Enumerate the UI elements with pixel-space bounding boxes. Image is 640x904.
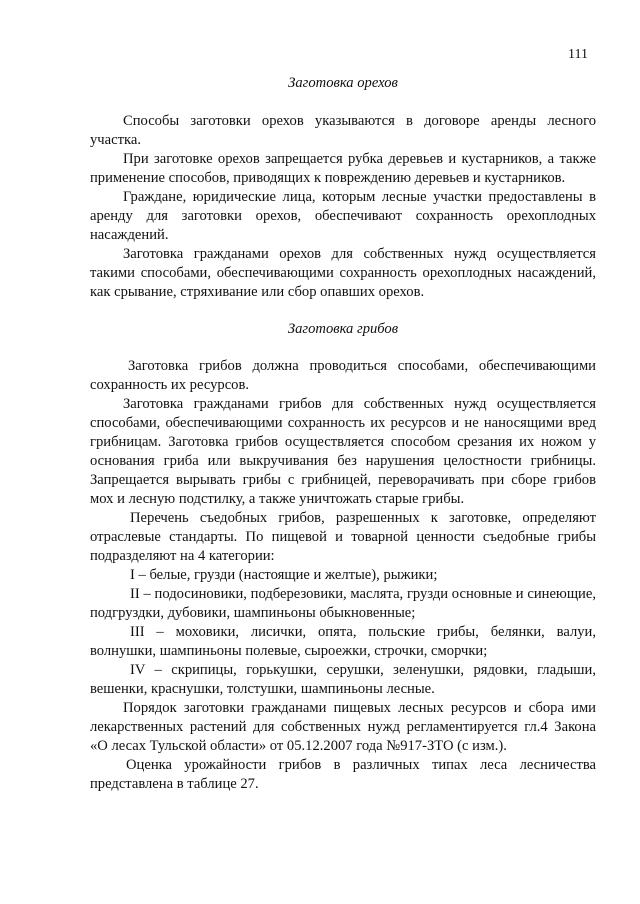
paragraph: Оценка урожайности грибов в различных типах леса лесничества представлена в таблице 27.: [90, 757, 596, 792]
section-title-nuts: Заготовка орехов: [288, 75, 398, 91]
page-number: 111: [568, 47, 588, 62]
section-title-mushrooms: Заготовка грибов: [287, 321, 399, 337]
paragraph: При заготовке орехов запрещается рубка деревьев и кустарников, а также применение способов, приводящих к повреждению деревьев и кустарников.: [90, 151, 596, 186]
page-content: [90, 74, 596, 794]
category-item: I – белые, грузди (настоящие и желтые), рыжики;: [130, 567, 438, 583]
paragraph: Перечень съедобных грибов, разрешенных к заготовке, определяют отраслевые стандарты. По пищевой и товарной ценности съедобные грибы подразделяют на 4 категории:: [90, 510, 596, 564]
paragraph: Заготовка грибов должна проводиться способами, обеспечивающими сохранность их ресурсов.: [90, 358, 596, 393]
category-item: II – подосиновики, подберезовики, маслята, грузди основные и синеющие, подгруздки, дубовики, шампиньоны обыкновенные;: [90, 586, 596, 621]
paragraph: Заготовка гражданами грибов для собственных нужд осуществляется способами, обеспечивающими сохранность их ресурсов и не наносящими вред грибницам. Заготовка грибов осуществляется способом срезания их ножом у основания гриба или выкручивания без нарушения целостности грибницы. Запрещается вырывать грибы с грибницей, переворачивать при сборе грибов мох и лесную подстилку, а также уничтожать старые грибы.: [90, 396, 596, 507]
category-item: IV – скрипицы, горькушки, серушки, зеленушки, рядовки, гладыши, вешенки, краснушки, толстушки, шампиньоны лесные.: [90, 662, 596, 697]
paragraph: Порядок заготовки гражданами пищевых лесных ресурсов и сбора ими лекарственных растений для собственных нужд регламентируется гл.4 Закона «О лесах Тульской области» от 05.12.2007 года №917-ЗТО (с изм.).: [90, 700, 596, 754]
category-item: III – моховики, лисички, опята, польские грибы, белянки, валуи, волнушки, шампиньоны полевые, сыроежки, строчки, сморчки;: [90, 624, 596, 659]
paragraph: Граждане, юридические лица, которым лесные участки предоставлены в аренду для заготовки орехов, обеспечивают сохранность орехоплодных насаждений.: [90, 189, 596, 243]
paragraph: Заготовка гражданами орехов для собственных нужд осуществляется такими способами, обеспечивающими сохранность орехоплодных насаждений, как срывание, стряхивание или сбор опавших орехов.: [90, 246, 596, 300]
paragraph: Способы заготовки орехов указываются в договоре аренды лесного участка.: [90, 113, 596, 148]
